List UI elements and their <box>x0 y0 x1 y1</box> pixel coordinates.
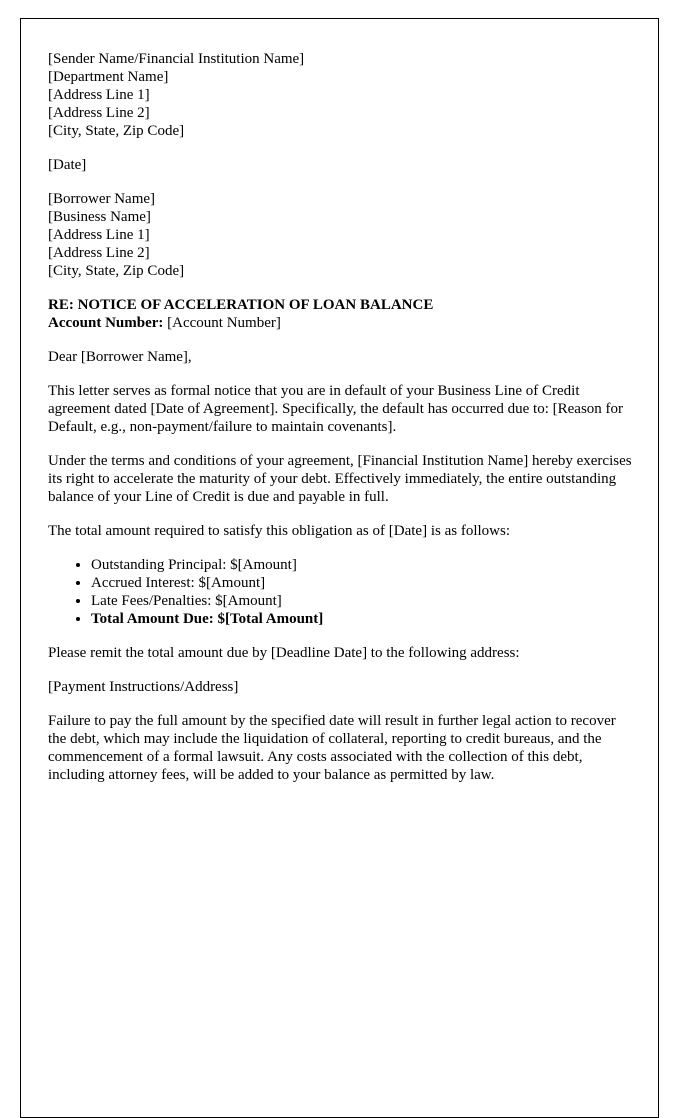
account-number-label: Account Number: <box>48 315 164 331</box>
sender-department-line: [Department Name] <box>48 69 169 85</box>
sender-address-block <box>48 50 634 140</box>
recipient-address-block <box>48 190 634 280</box>
sender-address-line-2: [Address Line 2] <box>48 105 150 121</box>
account-number-line <box>48 314 634 332</box>
paragraph-default-notice: This letter serves as formal notice that you are in default of your Business Line of Credit agreement dated [Date of Agreement]. Specifically, the default has occurred due to: [Reason for Default, e.g., non-payment/failure to maintain covenants]. <box>48 383 624 435</box>
account-number-value: [Account Number] <box>167 315 281 331</box>
recipient-city-state-zip: [City, State, Zip Code] <box>48 263 185 279</box>
borrower-name-line: [Borrower Name] <box>48 191 156 207</box>
paragraph-total-intro: The total amount required to satisfy this obligation as of [Date] is as follows: <box>48 523 510 539</box>
amounts-list <box>48 556 634 628</box>
list-item-late-fees: • Late Fees/Penalties: $[Amount] <box>91 592 634 610</box>
recipient-address-line-1: [Address Line 1] <box>48 227 150 243</box>
list-item-accrued-interest: • Accrued Interest: $[Amount] <box>91 574 634 592</box>
paragraph-failure-consequences: Failure to pay the full amount by the specified date will result in further legal action to recover the debt, which may include the liquidation of collateral, reporting to credit bureaus, and the commencement of a formal lawsuit. Any costs associated with the collection of this debt, including attorney fees, will be added to your balance as permitted by law. <box>48 713 616 783</box>
sender-name-line: [Sender Name/Financial Institution Name] <box>48 51 305 67</box>
date-line: [Date] <box>48 157 87 173</box>
business-name-line: [Business Name] <box>48 209 151 225</box>
paragraph-acceleration: Under the terms and conditions of your agreement, [Financial Institution Name] hereby exercises its right to accelerate the maturity of your debt. Effectively immediately, the entire outstanding balance of your Line of Credit is due and payable in full. <box>48 453 632 505</box>
letter-page <box>20 18 659 1118</box>
letter-content <box>21 19 658 784</box>
paragraph-payment-instructions: [Payment Instructions/Address] <box>48 679 239 695</box>
subject-block <box>48 296 634 332</box>
recipient-address-line-2: [Address Line 2] <box>48 245 150 261</box>
subject-line: RE: NOTICE OF ACCELERATION OF LOAN BALANCE <box>48 297 434 313</box>
sender-city-state-zip: [City, State, Zip Code] <box>48 123 185 139</box>
sender-address-line-1: [Address Line 1] <box>48 87 150 103</box>
list-item-outstanding-principal: • Outstanding Principal: $[Amount] <box>91 556 634 574</box>
paragraph-remit: Please remit the total amount due by [Deadline Date] to the following address: <box>48 645 520 661</box>
salutation: Dear [Borrower Name], <box>48 349 192 365</box>
list-item-total-amount-due: • Total Amount Due: $[Total Amount] <box>91 610 634 628</box>
date-block <box>48 156 634 174</box>
